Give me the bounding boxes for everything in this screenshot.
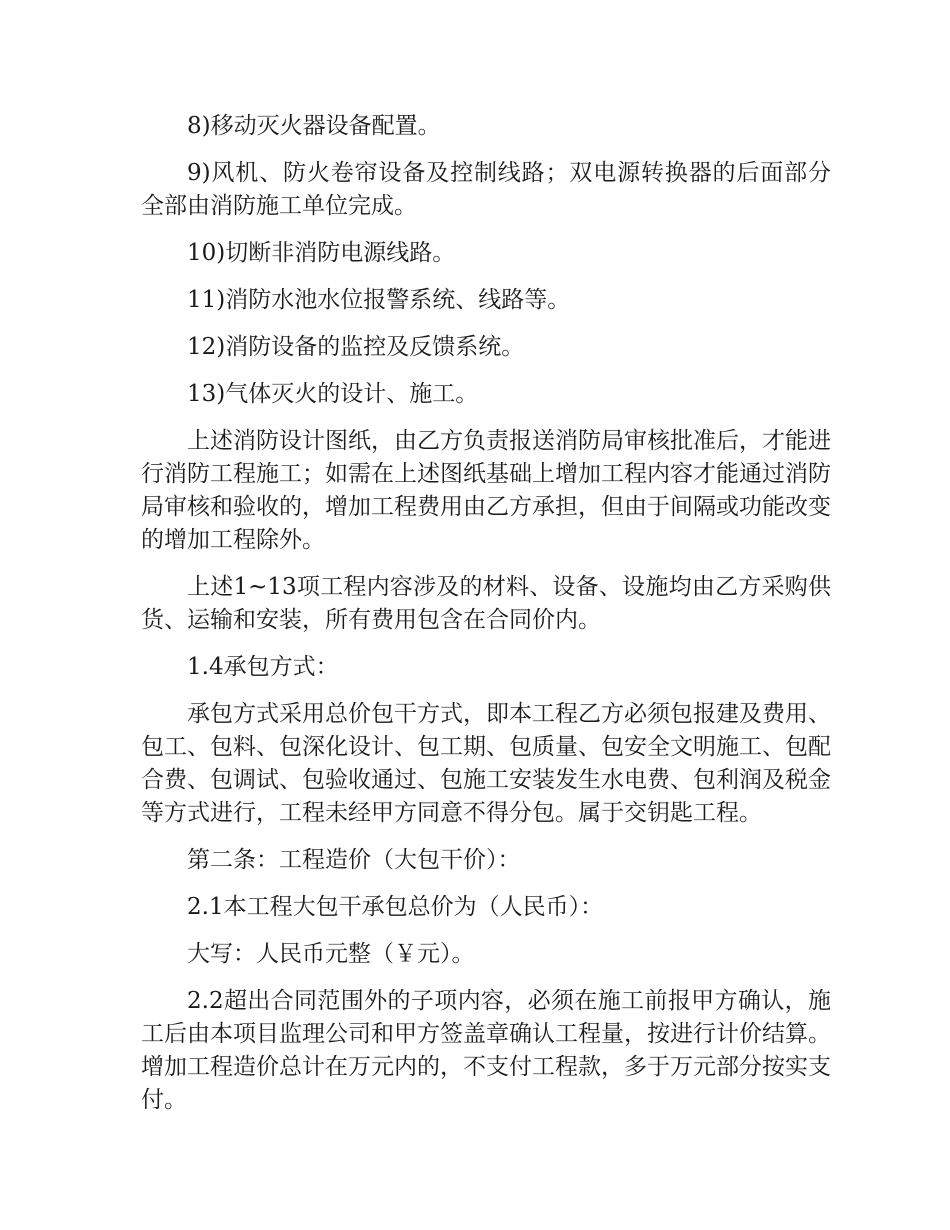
item-12-monitoring-feedback: 12)消防设备的监控及反馈系统。 bbox=[187, 334, 525, 360]
item-10-power-cutoff: 10)切断非消防电源线路。 bbox=[187, 240, 456, 266]
item-13-gas-extinguishing: 13)气体灭火的设计、施工。 bbox=[187, 381, 479, 407]
design-approval-paragraph: 上述消防设计图纸，由乙方负责报送消防局审核批准后，才能进行消防工程施工；如需在上述图纸基础上增加工程内容才能通过消防局审核和验收的，增加工程费用由乙方承担，但由于间隔或功能改变的增加工程除外。 bbox=[141, 428, 831, 553]
item-8-mobile-extinguishers: 8)移动灭火器设备配置。 bbox=[187, 113, 441, 139]
item-9-fans-shutters: 9)风机、防火卷帘设备及控制线路；双电源转换器的后面部分全部由消防施工单位完成。 bbox=[141, 160, 831, 219]
item-11-water-level-alarm: 11)消防水池水位报警系统、线路等。 bbox=[187, 287, 571, 313]
document-page bbox=[141, 110, 831, 1131]
section-2-1-total-price: 2.1本工程大包干承包总价为（人民币）： bbox=[187, 894, 604, 920]
materials-procurement-paragraph: 上述1~13项工程内容涉及的材料、设备、设施均由乙方采购供货、运输和安装，所有费用包含在合同价内。 bbox=[141, 574, 831, 633]
section-1-4-heading: 1.4承包方式： bbox=[187, 654, 339, 680]
article-2-heading: 第二条：工程造价（大包干价）： bbox=[187, 847, 521, 873]
section-2-2-extra-items: 2.2超出合同范围外的子项内容，必须在施工前报甲方确认，施工后由本项目监理公司和甲方签盖章确认工程量，按进行计价结算。增加工程造价总计在万元内的，不支付工程款，多于万元部分按实支付。 bbox=[141, 988, 831, 1113]
contract-method-paragraph: 承包方式采用总价包干方式，即本工程乙方必须包报建及费用、包工、包料、包深化设计、包工期、包质量、包安全文明施工、包配合费、包调试、包验收通过、包施工安装发生水电费、包利润及税金等方式进行，工程未经甲方同意不得分包。属于交钥匙工程。 bbox=[141, 701, 831, 826]
amount-in-words: 大写：人民币元整（￥元）。 bbox=[187, 941, 475, 967]
